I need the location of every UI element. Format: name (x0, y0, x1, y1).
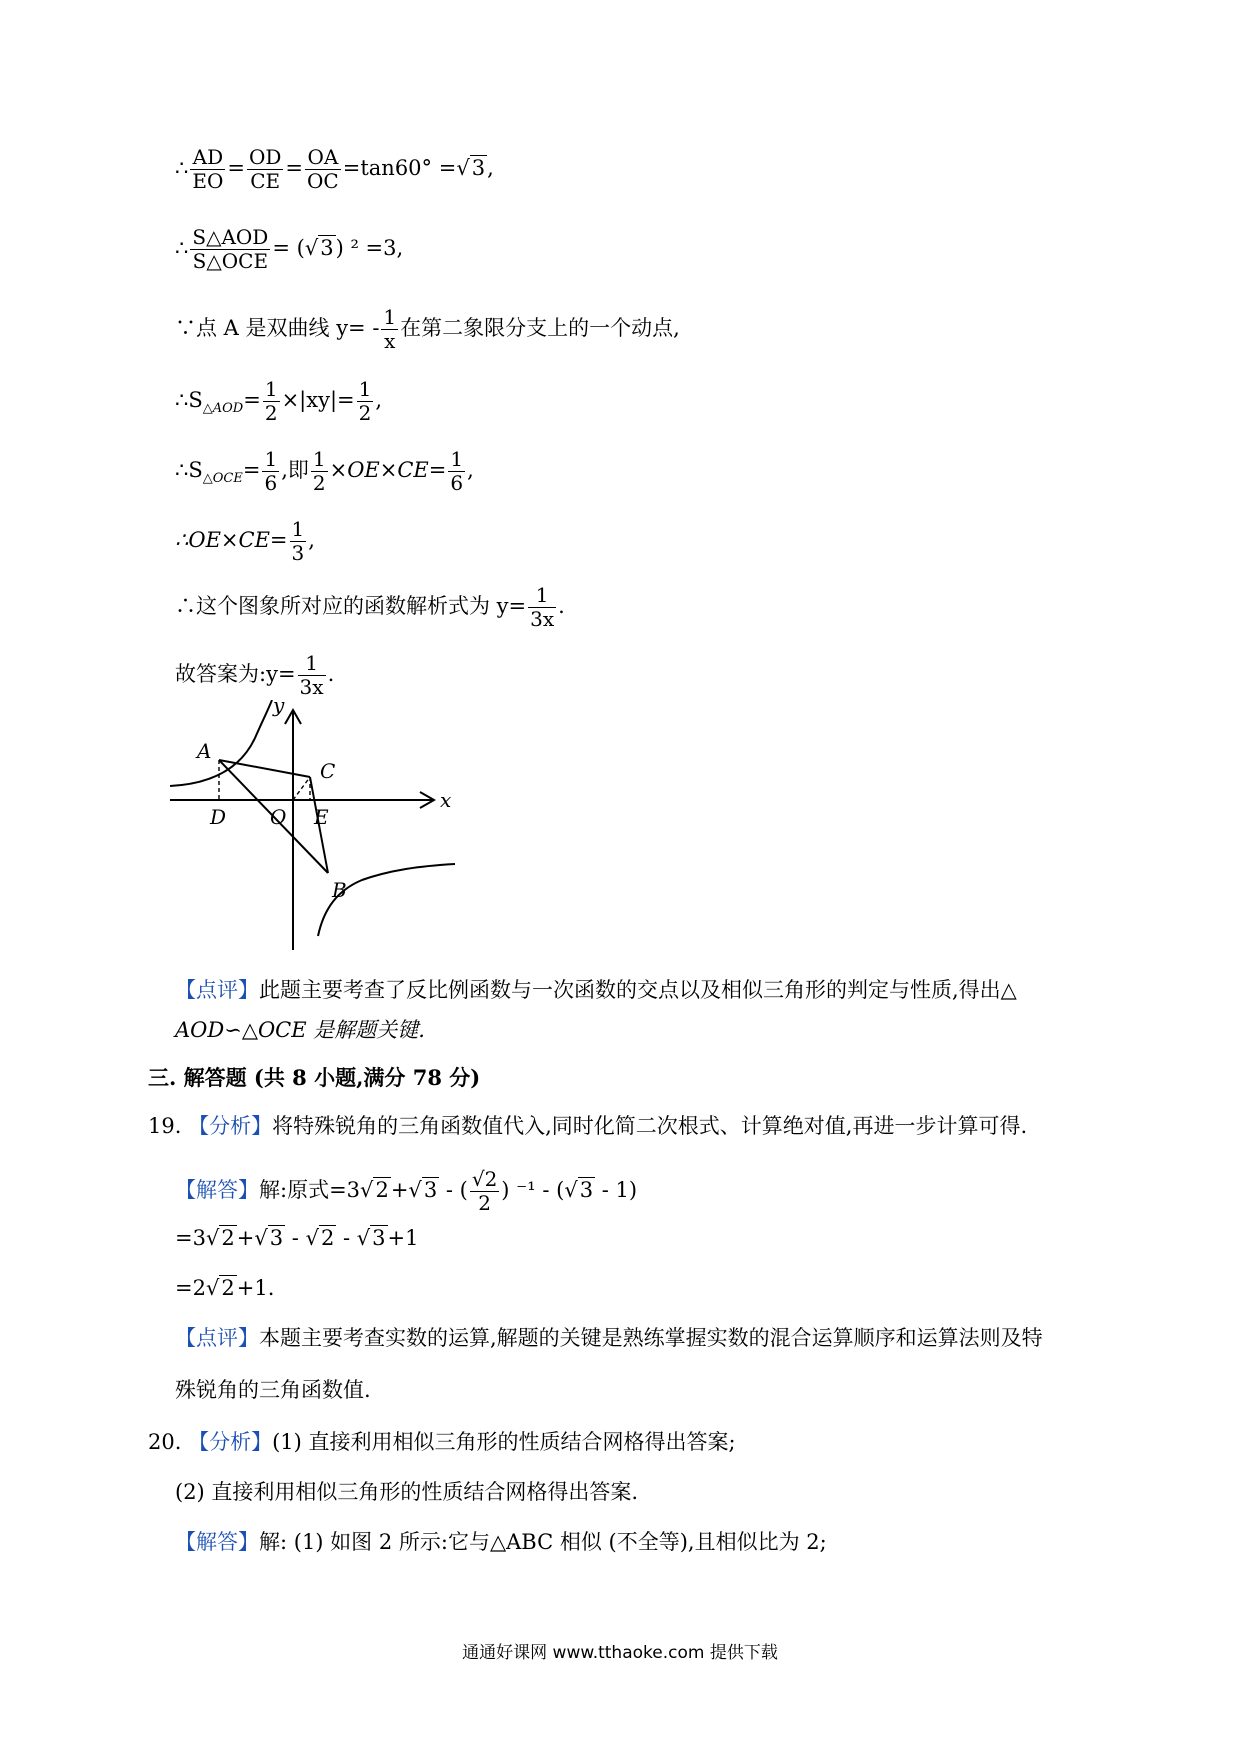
text: ) ² =3, (335, 236, 404, 260)
text: ∴S (175, 388, 203, 412)
radicand: 2 (221, 1226, 235, 1250)
text: 在第二象限分支上的一个动点, (400, 316, 680, 340)
review-text: 此题主要考查了反比例函数与一次函数的交点以及相似三角形的判定与性质,得出△ (259, 978, 1017, 1002)
sqrt: √3 (564, 1178, 594, 1202)
answer-tag: 【解答】 (175, 1178, 259, 1202)
denominator: S△OCE (192, 249, 269, 273)
text: = ( (272, 236, 305, 260)
equals: = (242, 458, 261, 482)
label-B: B (332, 878, 347, 902)
sqrt: √3 (254, 1226, 284, 1250)
sqrt: √2 (205, 1226, 235, 1250)
text: =tan60° = (342, 156, 457, 180)
hyperbola-branch-2 (170, 700, 272, 786)
sqrt: √3 (304, 236, 334, 260)
radicand: 2 (221, 1276, 235, 1300)
numerator: AD (190, 146, 225, 170)
section-title: 三. 解答题 (共 8 小题,满分 78 分) (148, 1065, 481, 1090)
text: - ( (439, 1178, 468, 1202)
eq-line-8 (175, 652, 334, 699)
fraction (305, 146, 341, 193)
answer-text: 解: (1) 如图 2 所示:它与△ABC 相似 (不全等),且相似比为 2; (259, 1530, 827, 1554)
radicand: 3 (269, 1226, 284, 1250)
text: 解:原式=3 (259, 1178, 361, 1202)
text: , (467, 458, 474, 482)
fraction (381, 306, 398, 353)
q19-step-2 (175, 1228, 419, 1249)
sqrt: √3 (408, 1178, 438, 1202)
sqrt: √3 (456, 156, 486, 180)
radicand: 3 (320, 236, 334, 260)
analysis-tag: 【分析】 (188, 1114, 273, 1138)
text: - (285, 1226, 306, 1250)
denominator: 2 (358, 401, 372, 425)
denominator: 3 (291, 541, 305, 565)
eq-line-3 (175, 306, 680, 353)
denominator: OC (307, 169, 339, 193)
fraction (190, 146, 225, 193)
numerator: 1 (383, 305, 397, 329)
eq-line-1 (175, 146, 494, 193)
text: - (336, 1226, 357, 1250)
fraction (448, 448, 465, 495)
denominator: x (384, 329, 396, 353)
equals: = (243, 388, 261, 412)
equals: = (285, 156, 304, 180)
sqrt: √2 (205, 1276, 235, 1300)
numerator: 1 (450, 447, 464, 471)
analysis-tag: 【分析】 (188, 1430, 273, 1454)
review-tag: 【点评】 (175, 978, 259, 1002)
numerator: 1 (298, 652, 326, 676)
label-x: x (440, 788, 452, 812)
text: , (308, 528, 315, 552)
denominator: 2 (264, 401, 278, 425)
review-1 (175, 980, 1017, 1001)
segment-OC-dashed (293, 777, 310, 800)
q20-answer (175, 1532, 827, 1553)
sqrt: √3 (356, 1226, 386, 1250)
denominator: 3x (530, 607, 555, 631)
numerator: S△AOD (192, 225, 269, 249)
review-text: 本题主要考查实数的运算,解题的关键是熟练掌握实数的混合运算顺序和运算法则及特 (259, 1326, 1043, 1350)
q19-answer (175, 1168, 637, 1215)
fraction (357, 378, 374, 425)
q20-analysis (148, 1432, 736, 1453)
fraction (298, 652, 326, 699)
equals: = (227, 156, 245, 180)
numerator: √2 (471, 1167, 498, 1191)
radicand: 3 (579, 1178, 594, 1202)
radicand: 3 (372, 1226, 386, 1250)
numerator: 1 (291, 517, 305, 541)
text: ∴这个图象所对应的函数解析式为 y= (175, 594, 527, 618)
radicand: 2 (320, 1226, 335, 1250)
text: ∵点 A 是双曲线 y= - (175, 316, 380, 340)
numerator: 1 (264, 377, 278, 401)
text: . (327, 662, 335, 686)
text: + (236, 1226, 255, 1250)
label-A: A (197, 739, 212, 763)
numerator: 1 (358, 377, 372, 401)
text: - 1) (595, 1178, 638, 1202)
text: , (487, 156, 494, 180)
hyperbola-graph (170, 700, 460, 950)
label-y: y (273, 700, 285, 717)
numerator: 1 (528, 584, 556, 608)
text: 故答案为:y= (175, 662, 296, 686)
review-2-cont: 殊锐角的三角函数值. (175, 1378, 371, 1402)
question-number: 19. (148, 1114, 182, 1138)
fraction (263, 378, 280, 425)
text: + (390, 1178, 409, 1202)
text: ×OE×CE= (329, 458, 447, 482)
text: ,即 (281, 458, 309, 482)
sqrt: √2 (360, 1178, 389, 1202)
text: ) ⁻¹ - ( (501, 1178, 565, 1202)
text: , (375, 388, 383, 412)
text: ∴OE×CE= (175, 528, 288, 552)
answer-tag: 【解答】 (175, 1530, 259, 1554)
fraction (190, 226, 270, 273)
fraction (311, 448, 328, 495)
text: ×|xy|= (281, 388, 355, 412)
fraction (528, 584, 556, 631)
label-O: O (270, 805, 287, 829)
sqrt: √2 (305, 1226, 335, 1250)
review-1-cont: AOD∽△OCE 是解题关键. (175, 1018, 425, 1042)
denominator: EO (192, 169, 224, 193)
eq-line-6 (175, 518, 315, 565)
text: ∴S (175, 458, 203, 482)
radicand: 3 (471, 156, 486, 180)
fraction (247, 146, 283, 193)
numerator: 1 (264, 447, 278, 471)
fraction (470, 1168, 499, 1215)
q19-step-3 (175, 1278, 274, 1299)
label-C: C (320, 759, 336, 783)
denominator: 6 (264, 471, 278, 495)
review-tag: 【点评】 (175, 1326, 259, 1350)
fraction (262, 448, 279, 495)
eq-line-5 (175, 448, 474, 495)
denominator: CE (250, 169, 281, 193)
radicand: 2 (375, 1178, 389, 1202)
text: +1 (387, 1226, 419, 1250)
denominator: 6 (450, 471, 464, 495)
denominator: 2 (478, 1191, 491, 1215)
subscript: △OCE (202, 471, 243, 487)
label-D: D (210, 805, 227, 829)
eq-line-2 (175, 226, 403, 273)
q20-analysis-2: (2) 直接利用相似三角形的性质结合网格得出答案. (175, 1480, 639, 1504)
numerator: OD (248, 145, 282, 169)
numerator: 1 (312, 447, 326, 471)
radicand: 3 (423, 1178, 438, 1202)
label-E: E (314, 805, 329, 829)
denominator: 3x (299, 675, 324, 699)
text: +1. (236, 1276, 275, 1300)
denominator: 2 (312, 471, 326, 495)
text: =2 (175, 1276, 206, 1300)
subscript: △AOD (202, 401, 244, 417)
text: =3 (175, 1226, 206, 1250)
review-2 (175, 1328, 1043, 1349)
q19-analysis (148, 1116, 1027, 1137)
eq-line-7 (175, 584, 565, 631)
analysis-text: 将特殊锐角的三角函数值代入,同时化简二次根式、计算绝对值,再进一步计算可得. (272, 1114, 1028, 1138)
numerator: OA (305, 146, 341, 170)
therefore-symbol: ∴ (175, 156, 189, 180)
eq-line-4 (175, 378, 382, 425)
fraction (290, 518, 307, 565)
analysis-text: (1) 直接利用相似三角形的性质结合网格得出答案; (272, 1430, 736, 1454)
therefore-symbol: ∴ (175, 236, 189, 260)
text: . (558, 594, 565, 618)
question-number: 20. (148, 1430, 182, 1454)
page-footer: 通通好课网 www.tthaoke.com 提供下载 (462, 1643, 778, 1663)
